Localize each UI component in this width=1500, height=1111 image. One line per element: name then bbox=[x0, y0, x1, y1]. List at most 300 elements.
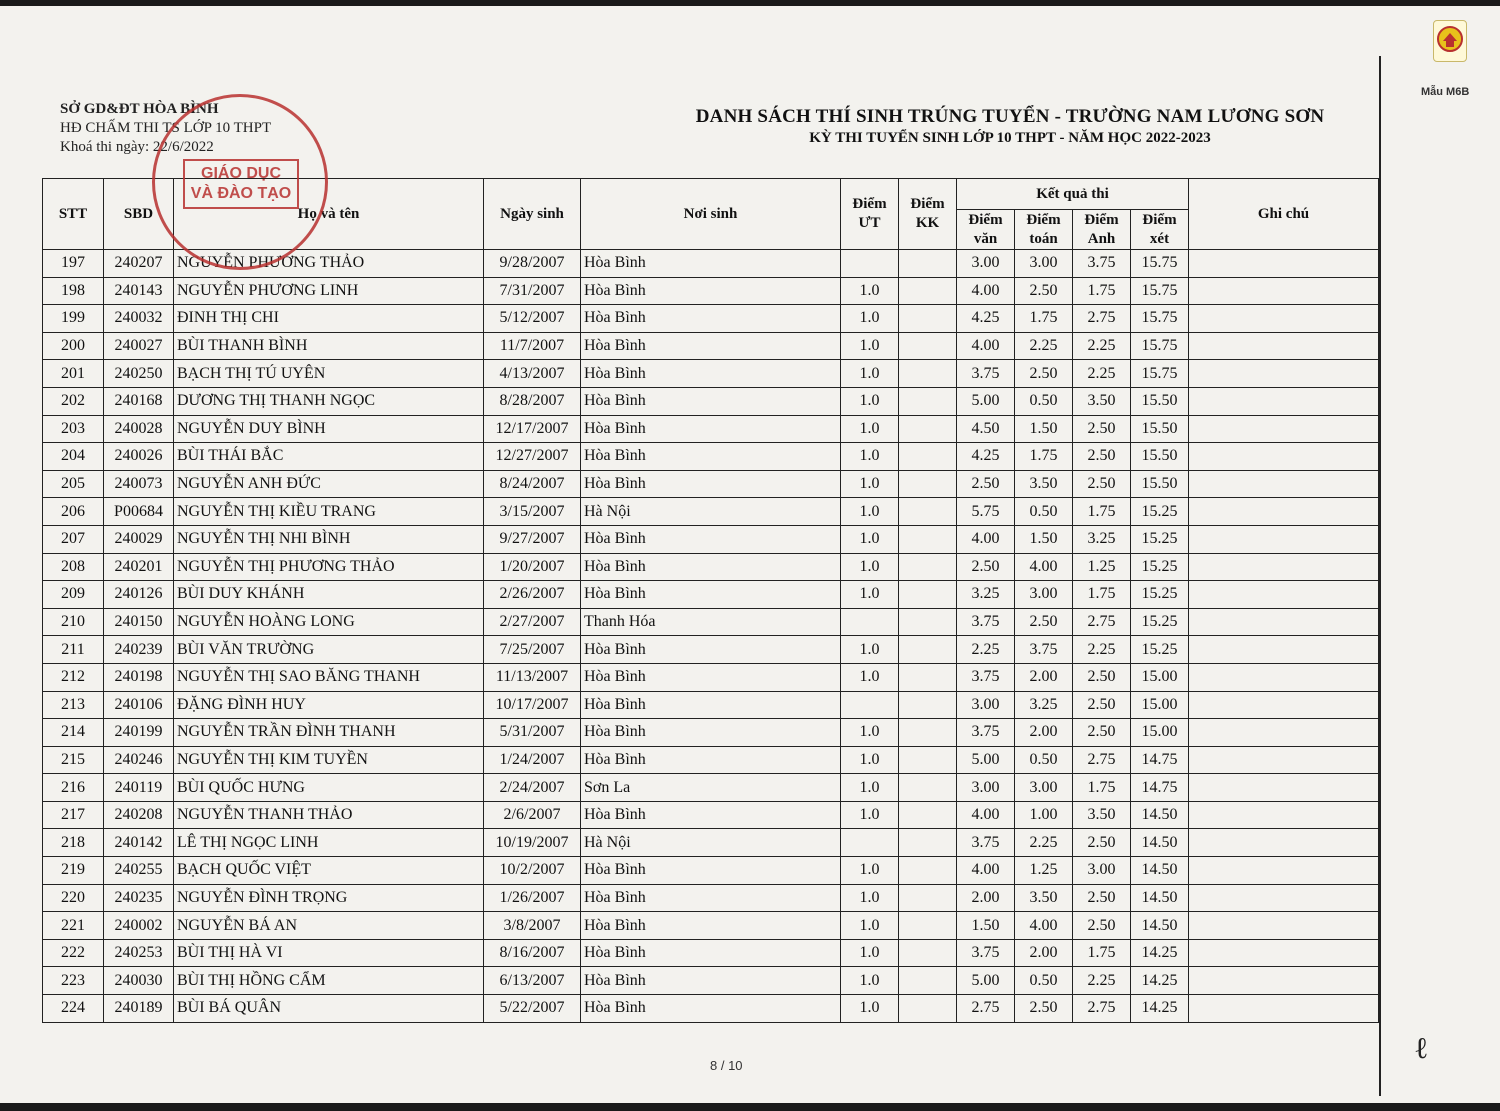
cell-stt: 219 bbox=[43, 857, 104, 885]
cell-note bbox=[1189, 939, 1379, 967]
cell-xet: 15.00 bbox=[1131, 719, 1189, 747]
col-name: Họ và tên bbox=[174, 179, 484, 250]
cell-ut: 1.0 bbox=[841, 967, 899, 995]
cell-dob: 7/25/2007 bbox=[484, 636, 581, 664]
cell-place: Hà Nội bbox=[581, 829, 841, 857]
cell-anh: 2.50 bbox=[1073, 663, 1131, 691]
cell-van: 4.00 bbox=[957, 801, 1015, 829]
cell-place: Hòa Bình bbox=[581, 525, 841, 553]
cell-dob: 7/31/2007 bbox=[484, 277, 581, 305]
cell-sbd: 240143 bbox=[104, 277, 174, 305]
document-title: DANH SÁCH THÍ SINH TRÚNG TUYỂN - TRƯỜNG NAM LƯƠNG SƠN bbox=[695, 106, 1325, 127]
cell-sbd: 240029 bbox=[104, 525, 174, 553]
col-note: Ghi chú bbox=[1189, 179, 1379, 250]
cell-ut: 1.0 bbox=[841, 305, 899, 333]
cell-xet: 15.25 bbox=[1131, 553, 1189, 581]
col-kk: Điểm KK bbox=[899, 179, 957, 250]
table-row bbox=[43, 691, 1379, 719]
cell-stt: 208 bbox=[43, 553, 104, 581]
cell-dob: 6/13/2007 bbox=[484, 967, 581, 995]
cell-xet: 14.50 bbox=[1131, 857, 1189, 885]
col-anh: Điểm Anh bbox=[1073, 210, 1131, 250]
cell-xet: 15.75 bbox=[1131, 305, 1189, 333]
cell-dob: 2/6/2007 bbox=[484, 801, 581, 829]
table-row bbox=[43, 360, 1379, 388]
col-ut: Điểm ƯT bbox=[841, 179, 899, 250]
cell-sbd: 240189 bbox=[104, 995, 174, 1023]
org-line-2: HĐ CHẤM THI TS LỚP 10 THPT bbox=[60, 120, 272, 136]
cell-ut: 1.0 bbox=[841, 884, 899, 912]
cell-ut: 1.0 bbox=[841, 774, 899, 802]
cell-xet: 14.25 bbox=[1131, 939, 1189, 967]
cell-van: 2.50 bbox=[957, 470, 1015, 498]
cell-dob: 3/15/2007 bbox=[484, 498, 581, 526]
cell-place: Hòa Bình bbox=[581, 967, 841, 995]
cell-toan: 0.50 bbox=[1015, 746, 1073, 774]
cell-van: 4.50 bbox=[957, 415, 1015, 443]
signature-mark-icon: ℓ bbox=[1414, 1032, 1429, 1065]
cell-sbd: 240073 bbox=[104, 470, 174, 498]
cell-name: NGUYỄN HOÀNG LONG bbox=[174, 608, 484, 636]
cell-ut: 1.0 bbox=[841, 912, 899, 940]
table-row bbox=[43, 443, 1379, 471]
seal-line-1: GIÁO DỤC bbox=[201, 165, 281, 182]
cell-name: BÙI VĂN TRƯỜNG bbox=[174, 636, 484, 664]
cell-stt: 198 bbox=[43, 277, 104, 305]
cell-xet: 14.50 bbox=[1131, 884, 1189, 912]
cell-xet: 15.00 bbox=[1131, 663, 1189, 691]
cell-van: 4.00 bbox=[957, 277, 1015, 305]
cell-xet: 14.25 bbox=[1131, 995, 1189, 1023]
table-row bbox=[43, 663, 1379, 691]
cell-name: BÙI DUY KHÁNH bbox=[174, 581, 484, 609]
cell-kk bbox=[899, 553, 957, 581]
cell-stt: 197 bbox=[43, 250, 104, 278]
cell-anh: 1.75 bbox=[1073, 939, 1131, 967]
cell-toan: 1.25 bbox=[1015, 857, 1073, 885]
cell-van: 4.00 bbox=[957, 857, 1015, 885]
cell-anh: 2.75 bbox=[1073, 305, 1131, 333]
cell-stt: 217 bbox=[43, 801, 104, 829]
cell-note bbox=[1189, 250, 1379, 278]
cell-sbd: 240028 bbox=[104, 415, 174, 443]
cell-van: 3.75 bbox=[957, 663, 1015, 691]
table-row bbox=[43, 277, 1379, 305]
cell-name: ĐINH THỊ CHI bbox=[174, 305, 484, 333]
cell-stt: 216 bbox=[43, 774, 104, 802]
cell-dob: 11/13/2007 bbox=[484, 663, 581, 691]
cell-ut: 1.0 bbox=[841, 719, 899, 747]
cell-name: NGUYỄN PHƯƠNG LINH bbox=[174, 277, 484, 305]
cell-dob: 10/17/2007 bbox=[484, 691, 581, 719]
cell-name: BÙI BÁ QUÂN bbox=[174, 995, 484, 1023]
cell-kk bbox=[899, 443, 957, 471]
cell-ut: 1.0 bbox=[841, 443, 899, 471]
cell-place: Hòa Bình bbox=[581, 250, 841, 278]
cell-kk bbox=[899, 857, 957, 885]
cell-toan: 2.50 bbox=[1015, 360, 1073, 388]
cell-dob: 10/2/2007 bbox=[484, 857, 581, 885]
cell-kk bbox=[899, 250, 957, 278]
cell-van: 4.00 bbox=[957, 332, 1015, 360]
col-stt: STT bbox=[43, 179, 104, 250]
cell-xet: 14.50 bbox=[1131, 829, 1189, 857]
cell-note bbox=[1189, 774, 1379, 802]
cell-sbd: 240168 bbox=[104, 387, 174, 415]
cell-xet: 15.25 bbox=[1131, 581, 1189, 609]
col-results: Kết quả thi bbox=[957, 179, 1189, 210]
cell-dob: 4/13/2007 bbox=[484, 360, 581, 388]
cell-van: 3.75 bbox=[957, 719, 1015, 747]
cell-name: NGUYỄN THỊ NHI BÌNH bbox=[174, 525, 484, 553]
cell-toan: 2.25 bbox=[1015, 829, 1073, 857]
cell-note bbox=[1189, 581, 1379, 609]
cell-place: Hòa Bình bbox=[581, 857, 841, 885]
cell-van: 3.75 bbox=[957, 608, 1015, 636]
table-row bbox=[43, 967, 1379, 995]
cell-kk bbox=[899, 967, 957, 995]
cell-van: 3.00 bbox=[957, 250, 1015, 278]
cell-kk bbox=[899, 939, 957, 967]
cell-kk bbox=[899, 387, 957, 415]
table-row bbox=[43, 553, 1379, 581]
cell-ut: 1.0 bbox=[841, 553, 899, 581]
cell-kk bbox=[899, 691, 957, 719]
cell-note bbox=[1189, 857, 1379, 885]
cell-toan: 3.00 bbox=[1015, 774, 1073, 802]
cell-note bbox=[1189, 691, 1379, 719]
cell-xet: 14.75 bbox=[1131, 774, 1189, 802]
cell-toan: 2.50 bbox=[1015, 995, 1073, 1023]
cell-toan: 0.50 bbox=[1015, 498, 1073, 526]
cell-kk bbox=[899, 774, 957, 802]
cell-name: DƯƠNG THỊ THANH NGỌC bbox=[174, 387, 484, 415]
cell-anh: 2.50 bbox=[1073, 884, 1131, 912]
table-row bbox=[43, 332, 1379, 360]
cell-xet: 15.75 bbox=[1131, 332, 1189, 360]
cell-xet: 15.25 bbox=[1131, 498, 1189, 526]
cell-kk bbox=[899, 829, 957, 857]
table-row bbox=[43, 857, 1379, 885]
cell-stt: 211 bbox=[43, 636, 104, 664]
cell-sbd: 240026 bbox=[104, 443, 174, 471]
right-margin-line bbox=[1379, 56, 1381, 1096]
cell-dob: 1/24/2007 bbox=[484, 746, 581, 774]
cell-name: BÙI THỊ HÀ VI bbox=[174, 939, 484, 967]
cell-kk bbox=[899, 884, 957, 912]
cell-name: NGUYỄN THỊ SAO BĂNG THANH bbox=[174, 663, 484, 691]
cell-toan: 3.25 bbox=[1015, 691, 1073, 719]
cell-toan: 0.50 bbox=[1015, 387, 1073, 415]
cell-anh: 2.25 bbox=[1073, 332, 1131, 360]
cell-note bbox=[1189, 277, 1379, 305]
cell-toan: 2.50 bbox=[1015, 277, 1073, 305]
cell-xet: 15.00 bbox=[1131, 691, 1189, 719]
table-row bbox=[43, 829, 1379, 857]
cell-anh: 3.75 bbox=[1073, 250, 1131, 278]
col-birthplace: Nơi sinh bbox=[581, 179, 841, 250]
cell-sbd: 240239 bbox=[104, 636, 174, 664]
cell-name: NGUYỄN THANH THẢO bbox=[174, 801, 484, 829]
seal-text bbox=[183, 159, 299, 209]
cell-note bbox=[1189, 746, 1379, 774]
cell-toan: 1.50 bbox=[1015, 415, 1073, 443]
cell-note bbox=[1189, 829, 1379, 857]
cell-stt: 207 bbox=[43, 525, 104, 553]
table-row bbox=[43, 387, 1379, 415]
cell-toan: 3.00 bbox=[1015, 581, 1073, 609]
official-seal bbox=[152, 94, 328, 270]
cell-stt: 220 bbox=[43, 884, 104, 912]
cell-dob: 8/28/2007 bbox=[484, 387, 581, 415]
cell-stt: 206 bbox=[43, 498, 104, 526]
cell-place: Hòa Bình bbox=[581, 939, 841, 967]
cell-ut: 1.0 bbox=[841, 498, 899, 526]
cell-van: 5.75 bbox=[957, 498, 1015, 526]
cell-toan: 2.00 bbox=[1015, 719, 1073, 747]
table-row bbox=[43, 608, 1379, 636]
cell-note bbox=[1189, 525, 1379, 553]
cell-sbd: 240246 bbox=[104, 746, 174, 774]
org-line-3: Khoá thi ngày: 22/6/2022 bbox=[60, 139, 214, 155]
cell-anh: 2.25 bbox=[1073, 636, 1131, 664]
cell-van: 1.50 bbox=[957, 912, 1015, 940]
cell-note bbox=[1189, 553, 1379, 581]
cell-van: 4.00 bbox=[957, 525, 1015, 553]
cell-toan: 1.50 bbox=[1015, 525, 1073, 553]
cell-ut: 1.0 bbox=[841, 801, 899, 829]
cell-stt: 204 bbox=[43, 443, 104, 471]
cell-anh: 2.25 bbox=[1073, 967, 1131, 995]
org-line-1: SỞ GD&ĐT HÒA BÌNH bbox=[60, 101, 219, 117]
form-code: Mẫu M6B bbox=[1421, 86, 1470, 98]
cell-xet: 14.50 bbox=[1131, 801, 1189, 829]
cell-name: NGUYỄN BÁ AN bbox=[174, 912, 484, 940]
cell-kk bbox=[899, 332, 957, 360]
cell-kk bbox=[899, 663, 957, 691]
cell-dob: 11/7/2007 bbox=[484, 332, 581, 360]
cell-dob: 8/16/2007 bbox=[484, 939, 581, 967]
cell-anh: 1.25 bbox=[1073, 553, 1131, 581]
cell-stt: 205 bbox=[43, 470, 104, 498]
cell-stt: 201 bbox=[43, 360, 104, 388]
cell-sbd: 240201 bbox=[104, 553, 174, 581]
cell-place: Hòa Bình bbox=[581, 581, 841, 609]
cell-kk bbox=[899, 746, 957, 774]
cell-place: Hòa Bình bbox=[581, 995, 841, 1023]
cell-toan: 3.00 bbox=[1015, 250, 1073, 278]
cell-sbd: 240207 bbox=[104, 250, 174, 278]
cell-ut: 1.0 bbox=[841, 636, 899, 664]
cell-stt: 222 bbox=[43, 939, 104, 967]
cell-xet: 15.25 bbox=[1131, 525, 1189, 553]
cell-dob: 8/24/2007 bbox=[484, 470, 581, 498]
cell-anh: 3.25 bbox=[1073, 525, 1131, 553]
cell-sbd: 240142 bbox=[104, 829, 174, 857]
cell-kk bbox=[899, 305, 957, 333]
cell-place: Hòa Bình bbox=[581, 884, 841, 912]
col-toan: Điểm toán bbox=[1015, 210, 1073, 250]
cell-anh: 2.75 bbox=[1073, 608, 1131, 636]
cell-sbd: 240208 bbox=[104, 801, 174, 829]
cell-anh: 2.50 bbox=[1073, 443, 1131, 471]
cell-ut: 1.0 bbox=[841, 332, 899, 360]
table-row bbox=[43, 525, 1379, 553]
cell-name: NGUYỄN THỊ PHƯƠNG THẢO bbox=[174, 553, 484, 581]
table-row bbox=[43, 995, 1379, 1023]
cell-place: Hòa Bình bbox=[581, 415, 841, 443]
cell-note bbox=[1189, 995, 1379, 1023]
cell-dob: 2/26/2007 bbox=[484, 581, 581, 609]
document-page bbox=[0, 6, 1500, 1103]
cell-note bbox=[1189, 663, 1379, 691]
cell-name: NGUYỄN THỊ KIỀU TRANG bbox=[174, 498, 484, 526]
cell-anh: 1.75 bbox=[1073, 774, 1131, 802]
table-row bbox=[43, 636, 1379, 664]
cell-xet: 14.25 bbox=[1131, 967, 1189, 995]
cell-note bbox=[1189, 470, 1379, 498]
cell-place: Hòa Bình bbox=[581, 636, 841, 664]
cell-sbd: 240106 bbox=[104, 691, 174, 719]
cell-xet: 15.75 bbox=[1131, 277, 1189, 305]
cell-ut: 1.0 bbox=[841, 663, 899, 691]
cell-toan: 3.50 bbox=[1015, 470, 1073, 498]
cell-ut: 1.0 bbox=[841, 525, 899, 553]
cell-note bbox=[1189, 387, 1379, 415]
cell-ut: 1.0 bbox=[841, 746, 899, 774]
cell-dob: 5/12/2007 bbox=[484, 305, 581, 333]
cell-toan: 2.50 bbox=[1015, 608, 1073, 636]
cell-ut: 1.0 bbox=[841, 470, 899, 498]
cell-dob: 5/31/2007 bbox=[484, 719, 581, 747]
cell-place: Hòa Bình bbox=[581, 470, 841, 498]
cell-stt: 203 bbox=[43, 415, 104, 443]
cell-stt: 209 bbox=[43, 581, 104, 609]
cell-xet: 15.50 bbox=[1131, 415, 1189, 443]
cell-note bbox=[1189, 360, 1379, 388]
table-row bbox=[43, 801, 1379, 829]
cell-place: Hòa Bình bbox=[581, 387, 841, 415]
cell-toan: 3.50 bbox=[1015, 884, 1073, 912]
table-row bbox=[43, 884, 1379, 912]
candidate-table bbox=[42, 178, 1379, 1023]
cell-dob: 3/8/2007 bbox=[484, 912, 581, 940]
cell-kk bbox=[899, 636, 957, 664]
cell-toan: 1.00 bbox=[1015, 801, 1073, 829]
table-row bbox=[43, 912, 1379, 940]
cell-note bbox=[1189, 884, 1379, 912]
cell-note bbox=[1189, 443, 1379, 471]
cell-place: Hòa Bình bbox=[581, 719, 841, 747]
cell-van: 2.50 bbox=[957, 553, 1015, 581]
cell-dob: 9/27/2007 bbox=[484, 525, 581, 553]
col-van: Điểm văn bbox=[957, 210, 1015, 250]
cell-van: 5.00 bbox=[957, 387, 1015, 415]
cell-note bbox=[1189, 636, 1379, 664]
cell-dob: 2/27/2007 bbox=[484, 608, 581, 636]
cell-kk bbox=[899, 470, 957, 498]
cell-van: 3.00 bbox=[957, 691, 1015, 719]
cell-xet: 15.25 bbox=[1131, 636, 1189, 664]
cell-xet: 14.75 bbox=[1131, 746, 1189, 774]
col-sbd: SBD bbox=[104, 179, 174, 250]
cell-place: Hòa Bình bbox=[581, 553, 841, 581]
cell-note bbox=[1189, 608, 1379, 636]
cell-kk bbox=[899, 801, 957, 829]
cell-anh: 2.50 bbox=[1073, 719, 1131, 747]
col-xet: Điểm xét bbox=[1131, 210, 1189, 250]
cell-anh: 2.50 bbox=[1073, 470, 1131, 498]
cell-place: Hòa Bình bbox=[581, 305, 841, 333]
cell-van: 3.75 bbox=[957, 939, 1015, 967]
cell-ut: 1.0 bbox=[841, 387, 899, 415]
cell-kk bbox=[899, 581, 957, 609]
cell-kk bbox=[899, 415, 957, 443]
cell-kk bbox=[899, 719, 957, 747]
cell-dob: 12/17/2007 bbox=[484, 415, 581, 443]
cell-anh: 3.50 bbox=[1073, 387, 1131, 415]
cell-xet: 15.75 bbox=[1131, 360, 1189, 388]
table-row bbox=[43, 581, 1379, 609]
cell-van: 3.75 bbox=[957, 829, 1015, 857]
cell-stt: 224 bbox=[43, 995, 104, 1023]
cell-anh: 2.50 bbox=[1073, 912, 1131, 940]
cell-van: 2.25 bbox=[957, 636, 1015, 664]
cell-name: BÙI THỊ HỒNG CẨM bbox=[174, 967, 484, 995]
cell-sbd: 240198 bbox=[104, 663, 174, 691]
cell-stt: 221 bbox=[43, 912, 104, 940]
cell-name: NGUYỄN PHƯƠNG THẢO bbox=[174, 250, 484, 278]
cell-van: 5.00 bbox=[957, 967, 1015, 995]
cell-dob: 10/19/2007 bbox=[484, 829, 581, 857]
cell-anh: 2.50 bbox=[1073, 829, 1131, 857]
cell-xet: 15.75 bbox=[1131, 250, 1189, 278]
cell-stt: 202 bbox=[43, 387, 104, 415]
cell-name: LÊ THỊ NGỌC LINH bbox=[174, 829, 484, 857]
cell-stt: 212 bbox=[43, 663, 104, 691]
cell-toan: 4.00 bbox=[1015, 553, 1073, 581]
cell-sbd: 240235 bbox=[104, 884, 174, 912]
cell-toan: 2.00 bbox=[1015, 663, 1073, 691]
table-row bbox=[43, 415, 1379, 443]
cell-place: Hòa Bình bbox=[581, 663, 841, 691]
cell-dob: 1/20/2007 bbox=[484, 553, 581, 581]
cell-place: Hòa Bình bbox=[581, 801, 841, 829]
cell-note bbox=[1189, 801, 1379, 829]
cell-sbd: 240002 bbox=[104, 912, 174, 940]
cell-sbd: 240126 bbox=[104, 581, 174, 609]
cell-note bbox=[1189, 719, 1379, 747]
cell-name: NGUYỄN ANH ĐỨC bbox=[174, 470, 484, 498]
seal-line-2: VÀ ĐÀO TẠO bbox=[190, 185, 292, 202]
cell-note bbox=[1189, 498, 1379, 526]
table-body bbox=[43, 250, 1379, 1023]
cell-place: Thanh Hóa bbox=[581, 608, 841, 636]
school-logo-icon bbox=[1433, 20, 1467, 62]
cell-note bbox=[1189, 912, 1379, 940]
cell-toan: 4.00 bbox=[1015, 912, 1073, 940]
cell-name: NGUYỄN ĐÌNH TRỌNG bbox=[174, 884, 484, 912]
cell-place: Hà Nội bbox=[581, 498, 841, 526]
cell-sbd: 240253 bbox=[104, 939, 174, 967]
cell-anh: 2.75 bbox=[1073, 995, 1131, 1023]
cell-xet: 15.50 bbox=[1131, 387, 1189, 415]
cell-kk bbox=[899, 912, 957, 940]
cell-van: 5.00 bbox=[957, 746, 1015, 774]
cell-kk bbox=[899, 525, 957, 553]
cell-anh: 1.75 bbox=[1073, 277, 1131, 305]
cell-sbd: 240250 bbox=[104, 360, 174, 388]
